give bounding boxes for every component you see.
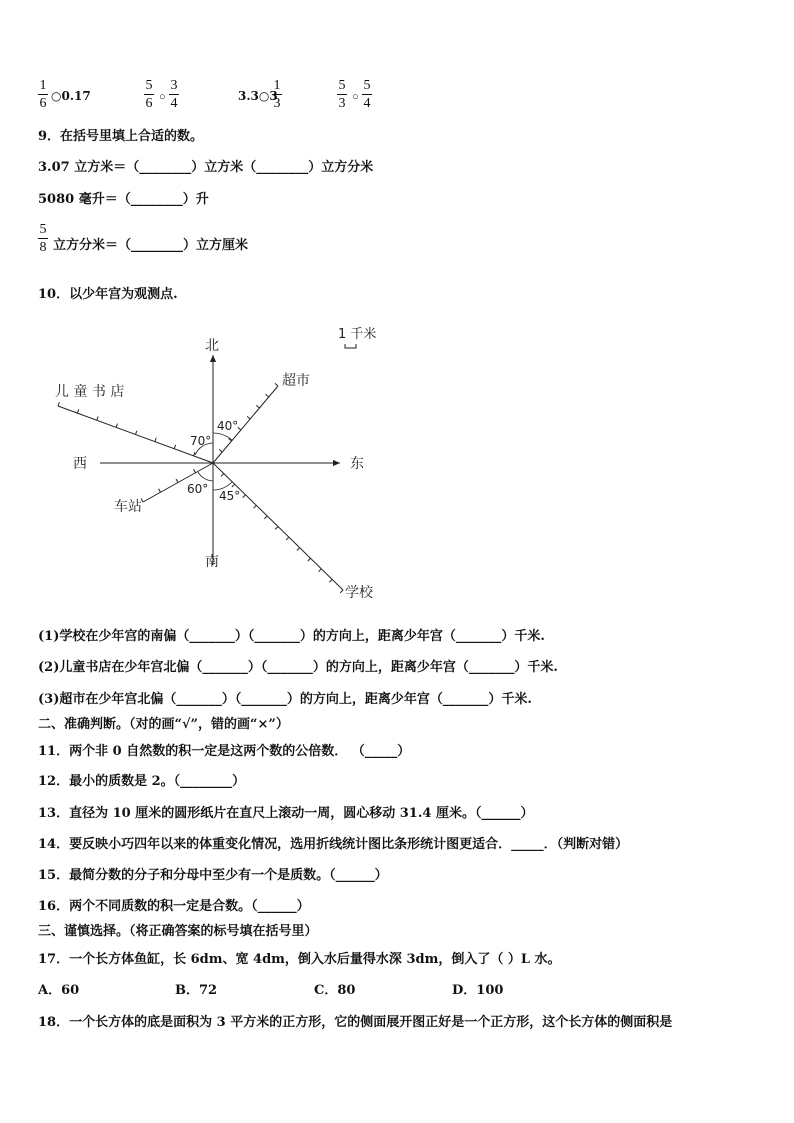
section2-title: 二、准确判断。（对的画“√”，错的画“×”）	[38, 717, 289, 732]
denominator: 4	[170, 96, 178, 111]
angle-70-label: 70°	[190, 434, 212, 448]
q17-option-c: C．80	[314, 983, 356, 998]
angle-60-label: 60°	[187, 482, 209, 496]
ray-tick	[116, 424, 117, 428]
fraction-right	[169, 78, 179, 111]
ray-tick	[308, 558, 311, 561]
q17: 17．一个长方体鱼缸，长 6dm、宽 4dm，倒入水后量得水深 3dm，倒入了（ ）L 水。	[38, 952, 561, 967]
ray-tick	[232, 484, 235, 487]
north-label: 北	[205, 338, 219, 354]
ray-tick	[219, 449, 222, 452]
numerator: 5	[145, 78, 153, 93]
ray-tick	[97, 416, 98, 420]
ray-tick	[176, 479, 178, 482]
ray-tick	[286, 537, 289, 540]
ray-tick	[266, 394, 269, 397]
q9-line1: 3.07 立方米＝（________）立方米（________）立方分米	[38, 160, 374, 175]
fraction-left	[144, 78, 154, 111]
ray-tick	[329, 579, 332, 582]
numerator: 1	[39, 78, 47, 93]
q9-line2: 5080 毫升＝（________）升	[38, 192, 209, 207]
numerator: 1	[273, 78, 281, 93]
q14: 14．要反映小巧四年以来的体重变化情况，选用折线统计图比条形统计图更适合．_____．（判断对错）	[38, 837, 629, 852]
compare-text: ○0.17	[51, 89, 91, 103]
denominator: 3	[338, 96, 346, 111]
bookstore-label: 儿 童 书 店	[55, 384, 125, 400]
fraction-right	[362, 78, 372, 111]
ray-tick	[155, 438, 156, 442]
denominator: 4	[363, 96, 371, 111]
school-label: 学校	[345, 585, 373, 601]
denominator: 8	[39, 240, 47, 255]
q13: 13．直径为 10 厘米的圆形纸片在直尺上滚动一周，圆心移动 31.4 厘米。（______）	[38, 806, 534, 821]
ray-tick	[319, 569, 322, 572]
ray-tick	[340, 590, 343, 593]
ray-tick	[275, 383, 278, 386]
south-label: 南	[205, 554, 219, 570]
denominator: 3	[273, 96, 281, 111]
ray-tick	[77, 409, 78, 413]
fraction	[272, 78, 282, 111]
ray-tick	[194, 469, 196, 472]
ray-tick	[58, 402, 59, 406]
q18: 18．一个长方体的底是面积为 3 平方米的正方形，它的侧面展开图正好是一个正方形，这个长方体的侧面积是	[38, 1015, 673, 1030]
ray-tick	[194, 452, 195, 456]
west-label: 西	[73, 456, 87, 472]
q11: 11．两个非 0 自然数的积一定是这两个数的公倍数． （_____）	[38, 744, 411, 759]
q10-sub3: (3)超市在少年宫北偏（_______）（_______）的方向上，距离少年宫（_______）千米.	[38, 692, 532, 707]
numerator: 3	[170, 78, 178, 93]
ray-tick	[254, 505, 257, 508]
numerator: 5	[338, 78, 346, 93]
arc-60	[198, 472, 213, 481]
q9-fraction	[38, 222, 48, 255]
q10-sub1: (1)学校在少年宫的南偏（_______）（_______）的方向上，距离少年宫（_______）千米.	[38, 629, 545, 644]
section3-title: 三、谨慎选择。（将正确答案的标号填在括号里）	[38, 924, 318, 939]
q12: 12．最小的质数是 2。（________）	[38, 774, 246, 789]
ray-tick	[159, 489, 161, 492]
ray-tick	[136, 431, 137, 435]
compare-circle: ○	[159, 91, 166, 103]
ray-tick	[297, 548, 300, 551]
ray-tick	[264, 516, 267, 519]
q15: 15．最简分数的分子和分母中至少有一个是质数。（______）	[38, 868, 388, 883]
numerator: 5	[39, 222, 47, 237]
supermarket-label: 超市	[282, 373, 310, 389]
compass-diagram	[0, 300, 794, 620]
q10-sub2: (2)儿童书店在少年宫北偏（_______）（_______）的方向上，距离少年宫（_______）千米.	[38, 660, 558, 675]
school-ray	[213, 463, 343, 593]
q10-title: 10．以少年宫为观测点.	[38, 287, 178, 302]
numerator: 5	[363, 78, 371, 93]
angle-45-label: 45°	[219, 489, 241, 503]
ray-tick	[247, 416, 250, 419]
angle-40-label: 40°	[217, 419, 239, 433]
q17-option-d: D．100	[452, 983, 504, 998]
denominator: 6	[39, 96, 47, 111]
fraction	[38, 78, 48, 111]
denominator: 6	[145, 96, 153, 111]
q16: 16．两个不同质数的积一定是合数。（______）	[38, 899, 310, 914]
q17-option-b: B．72	[175, 983, 218, 998]
fraction-left	[337, 78, 347, 111]
station-label: 车站	[114, 499, 142, 515]
compare-circle: ○	[352, 91, 359, 103]
ray-tick	[174, 445, 175, 449]
ray-tick	[275, 527, 278, 530]
ray-tick	[221, 474, 224, 477]
scale-label: 1 千米	[338, 327, 377, 342]
q9-line3: 立方分米＝（________）立方厘米	[53, 238, 249, 253]
scale-bar	[345, 344, 356, 348]
q9-title: 9．在括号里填上合适的数。	[38, 129, 204, 144]
ray-tick	[243, 495, 246, 498]
q17-option-a: A．60	[38, 983, 80, 998]
compare-text: 3.3○3	[238, 89, 278, 103]
east-label: 东	[350, 456, 364, 472]
ray-tick	[256, 405, 259, 408]
bookstore-ray	[58, 402, 213, 463]
